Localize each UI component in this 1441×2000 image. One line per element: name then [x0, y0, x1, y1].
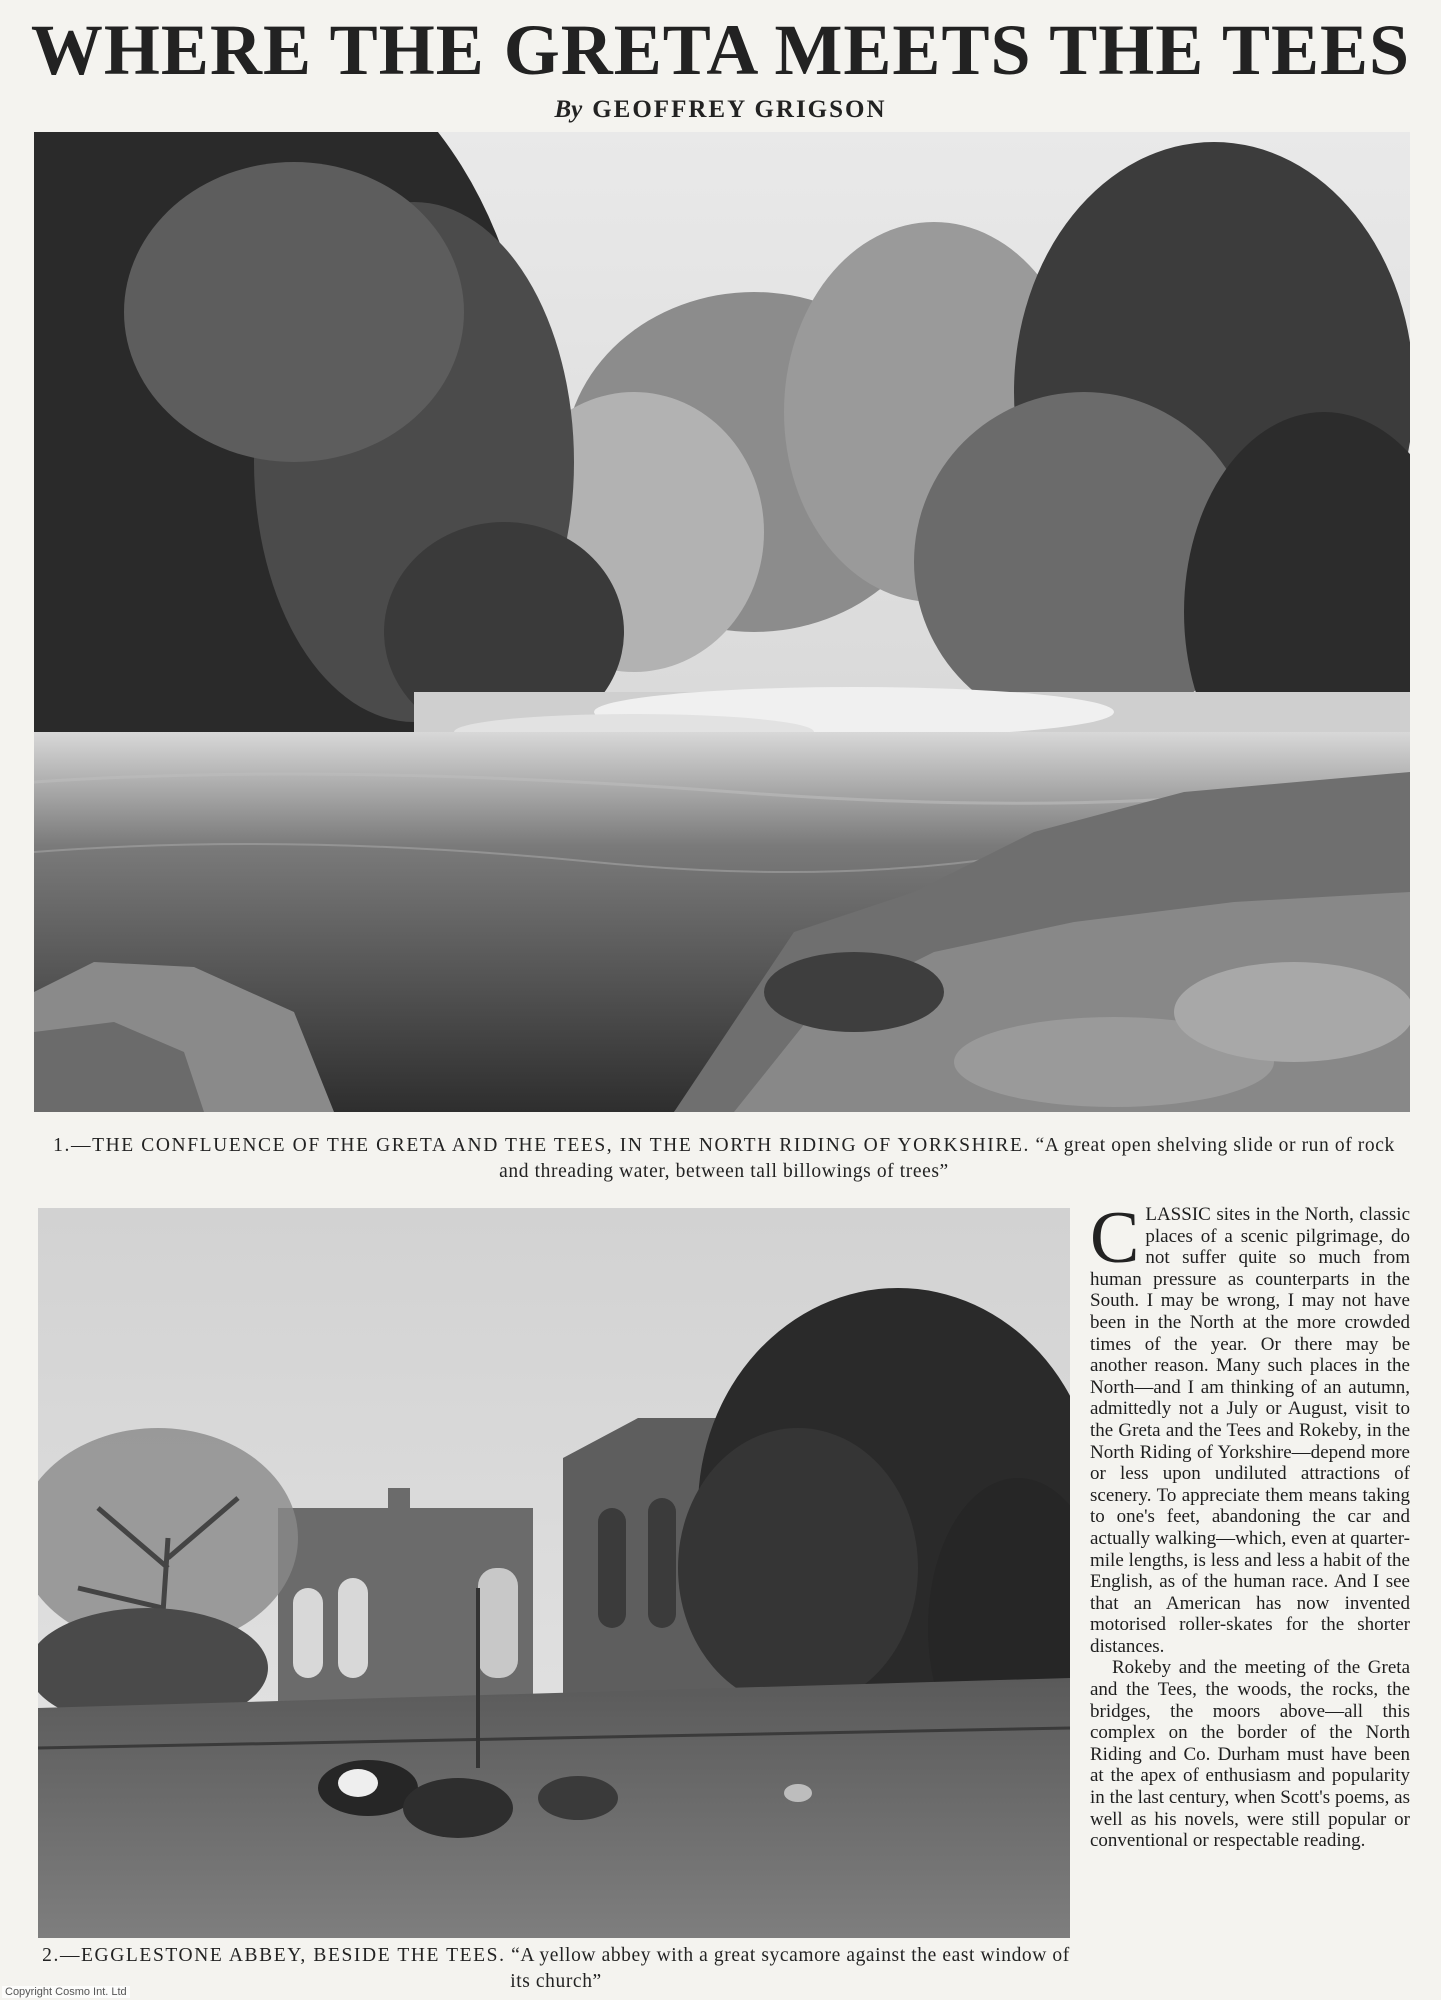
byline: [0, 96, 1441, 124]
article-paragraph-1: [1090, 1197, 1410, 1657]
byline-prefix: By: [554, 96, 583, 123]
copyright-watermark: Copyright Cosmo Int. Ltd: [2, 1986, 130, 1998]
drop-cap: C: [1090, 1197, 1140, 1279]
figure-1-caption: [36, 1133, 1412, 1185]
confluence-photo: [34, 132, 1410, 1112]
article-title: WHERE THE GRETA MEETS THE TEES: [30, 10, 1411, 90]
figure-2-caption-label: 2.—EGGLESTONE ABBEY, BESIDE THE TEES.: [42, 1945, 506, 1966]
figure-1-caption-quote: “A great open shelving slide or run of rock and threading water, between tall billowings of trees”: [499, 1135, 1395, 1182]
figure-2-caption-quote: “A yellow abbey with a great sycamore against the east window of its church”: [510, 1945, 1070, 1992]
article-paragraph-2: Rokeby and the meeting of the Greta and the Tees, the woods, the rocks, the bridges, the moors above—all this complex on the border of the North Riding and Co. Durham must have been at the apex of enthusiasm and popularity in the last century, when Scott's poems, as well as his novels, were still popular or conventional or respectable reading.: [1090, 1657, 1410, 1852]
abbey-photo-drawing: [38, 1208, 1070, 1938]
figure-1-caption-label: 1.—THE CONFLUENCE OF THE GRETA AND THE TEES, IN THE NORTH RIDING OF YORKSHIRE.: [53, 1135, 1030, 1156]
abbey-photo: [38, 1208, 1070, 1938]
figure-2-caption: [36, 1943, 1076, 1995]
author-name: GEOFFREY GRIGSON: [592, 96, 887, 123]
paragraph-1-text: LASSIC sites in the North, classic places of a scenic pilgrimage, do not suffer quite so much from human pressure as counterparts in the South. I may be wrong, I may not have been in the North at the more crowded times of the year. Or there may be another reason. Many such places in the North—and I am thinking of an autumn, admittedly not a July or August, visit to the Greta and the Tees and Rokeby, in the North Riding of Yorkshire—depend more or less upon undiluted attractions of scenery. To appreciate them means taking to one's feet, abandoning the car and actually walking—which, even at quarter-mile lengths, is less and less a habit of the English, as of the human race. And I see that an American has now invented motorised roller-skates for the shorter distances.: [1090, 1204, 1410, 1657]
article-body: [1090, 1197, 1410, 1852]
confluence-photo-drawing: [34, 132, 1410, 1112]
